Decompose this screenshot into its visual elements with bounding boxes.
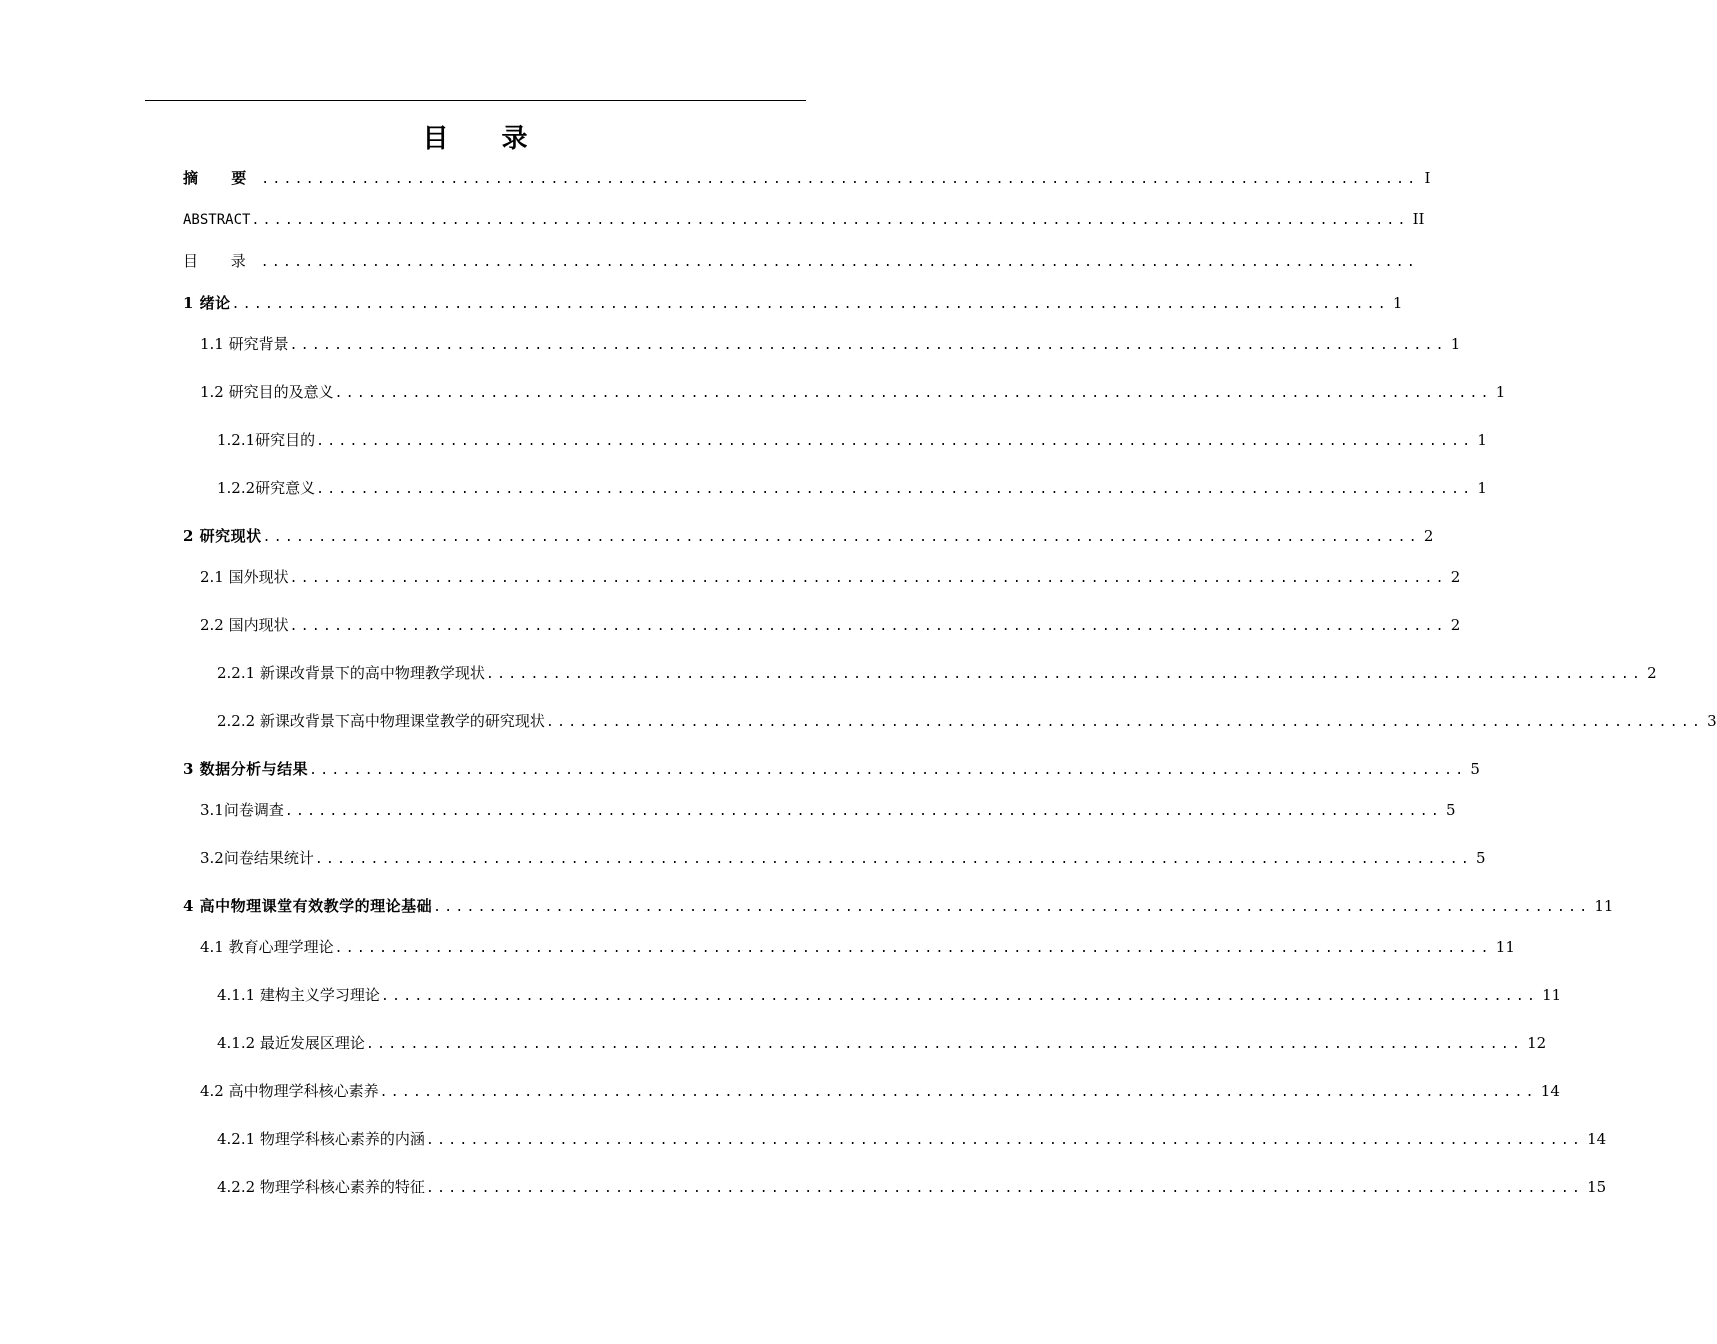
toc-entry-label: 3.2问卷结果统计 [200,849,314,867]
toc-entry-label: 2.2.1 新课改背景下的高中物理教学现状 [217,664,485,682]
toc-entry-page: 2 [1450,568,1461,586]
toc-leader-dots: ........................................................................................................ [260,255,1418,270]
toc-leader-dots: ........................................................................................................ [289,619,1447,634]
toc-entry-page: 11 [1495,938,1515,956]
toc-entry-label: 4.1.1 建构主义学习理论 [217,986,380,1004]
toc-entry[interactable] [183,293,1403,315]
toc-leader-dots: ........................................................................................................ [380,989,1539,1004]
toc-entry[interactable] [217,1129,1607,1151]
toc-entry-page: I [1424,169,1431,187]
toc-entry[interactable] [200,567,1461,589]
toc-entry-page: 1 [1392,294,1403,312]
toc-entry-page: II [1412,210,1425,228]
toc-entry[interactable] [200,334,1461,356]
toc-entry-page: 11 [1542,986,1562,1004]
toc-leader-dots: ........................................................................................................ [379,1085,1537,1100]
toc-leader-dots: ........................................................................................................ [316,482,1474,497]
toc-leader-dots: ........................................................................................................ [309,763,1467,778]
toc-entry-label: 2.2 国内现状 [200,616,289,634]
toc-entry-label: 3 数据分析与结果 [183,760,309,778]
toc-leader-dots: ........................................................................................................ [334,941,1492,956]
toc-entry-page: 14 [1540,1082,1560,1100]
toc-entry-label: 4 高中物理课堂有效教学的理论基础 [183,897,433,915]
toc-entry-page: 15 [1587,1178,1607,1196]
toc-entry-label: 1.1 研究背景 [200,335,289,353]
toc-entry[interactable] [183,896,1614,918]
toc-leader-dots: ........................................................................................................ [289,571,1447,586]
toc-entry-page: 14 [1587,1130,1607,1148]
toc-entry[interactable] [183,168,1431,190]
toc-entry[interactable] [217,1177,1607,1199]
toc-entry[interactable] [217,663,1657,685]
toc-entry-page: 1 [1495,383,1506,401]
toc-entry-label: ABSTRACT [183,212,251,228]
toc-entry-page: 1 [1477,431,1487,449]
toc-entry-label: 2.1 国外现状 [200,568,289,586]
toc-entry-page: 5 [1446,801,1456,819]
toc-leader-dots: ........................................................................................................ [545,715,1704,730]
toc-entry-label: 4.1 教育心理学理论 [200,938,334,956]
toc-entry[interactable] [217,430,1487,452]
toc-entry-label: 4.2.1 物理学科核心素养的内涵 [217,1130,425,1148]
toc-entry[interactable] [217,711,1717,733]
toc-entry-page: 2 [1647,664,1657,682]
toc-leader-dots: ........................................................................................................ [334,386,1492,401]
toc-leader-dots: ........................................................................................................ [289,338,1447,353]
toc-entry[interactable] [200,848,1486,870]
toc-entry-label: 1.2 研究目的及意义 [200,383,334,401]
toc-entry-label: 目 录 [183,252,260,270]
toc-entry[interactable] [200,800,1456,822]
toc-entry[interactable] [200,615,1461,637]
toc-entry[interactable] [217,1033,1547,1055]
toc-entry[interactable] [217,478,1487,500]
toc-entry-label: 2.2.2 新课改背景下高中物理课堂教学的研究现状 [217,712,545,730]
toc-entry-page: 3 [1707,712,1717,730]
toc-entry-label: 4.2 高中物理学科核心素养 [200,1082,379,1100]
toc-leader-dots: ........................................................................................................ [251,213,1409,228]
toc-entry-page: 12 [1527,1034,1547,1052]
toc-entry-page: 11 [1594,897,1614,915]
toc-leader-dots: ........................................................................................................ [284,804,1443,819]
toc-leader-dots: ........................................................................................................ [425,1133,1584,1148]
toc-entry-page: 2 [1450,616,1461,634]
toc-entry[interactable] [183,759,1480,781]
toc-leader-dots: ........................................................................................................ [314,852,1473,867]
toc-entry-label: 1.2.2研究意义 [217,479,316,497]
toc-entry[interactable] [183,526,1434,548]
toc-leader-dots: ........................................................................................................ [261,172,1419,187]
toc-entry-page: 2 [1423,527,1434,545]
toc-entry-label: 2 研究现状 [183,527,262,545]
toc-leader-dots: ........................................................................................................ [425,1181,1584,1196]
toc-entry-label: 4.1.2 最近发展区理论 [217,1034,365,1052]
page-title: 目 录 [422,124,550,154]
toc-entry-label: 3.1问卷调查 [200,801,284,819]
toc-entry[interactable] [200,1081,1560,1103]
toc-entry-label: 摘 要 [183,169,261,187]
toc-leader-dots: ........................................................................................................ [231,297,1389,312]
toc-entry-page: 1 [1477,479,1487,497]
toc-entry[interactable] [200,382,1506,404]
toc-entry[interactable] [217,985,1562,1007]
toc-leader-dots: ........................................................................................................ [316,434,1474,449]
toc-entry-page: 5 [1476,849,1486,867]
toc-entry-label: 1.2.1研究目的 [217,431,316,449]
toc-entry-label: 4.2.2 物理学科核心素养的特征 [217,1178,425,1196]
toc-entry-page: 5 [1470,760,1480,778]
toc-leader-dots: ........................................................................................................ [433,900,1591,915]
toc-entry[interactable] [200,937,1515,959]
toc-leader-dots: ........................................................................................................ [262,530,1420,545]
toc-leader-dots: ........................................................................................................ [485,667,1644,682]
toc-entry-label: 1 绪论 [183,294,231,312]
toc-entry[interactable] [183,251,1418,273]
toc-entry[interactable] [183,209,1425,231]
toc-leader-dots: ........................................................................................................ [365,1037,1524,1052]
toc-entry-page: 1 [1450,335,1461,353]
